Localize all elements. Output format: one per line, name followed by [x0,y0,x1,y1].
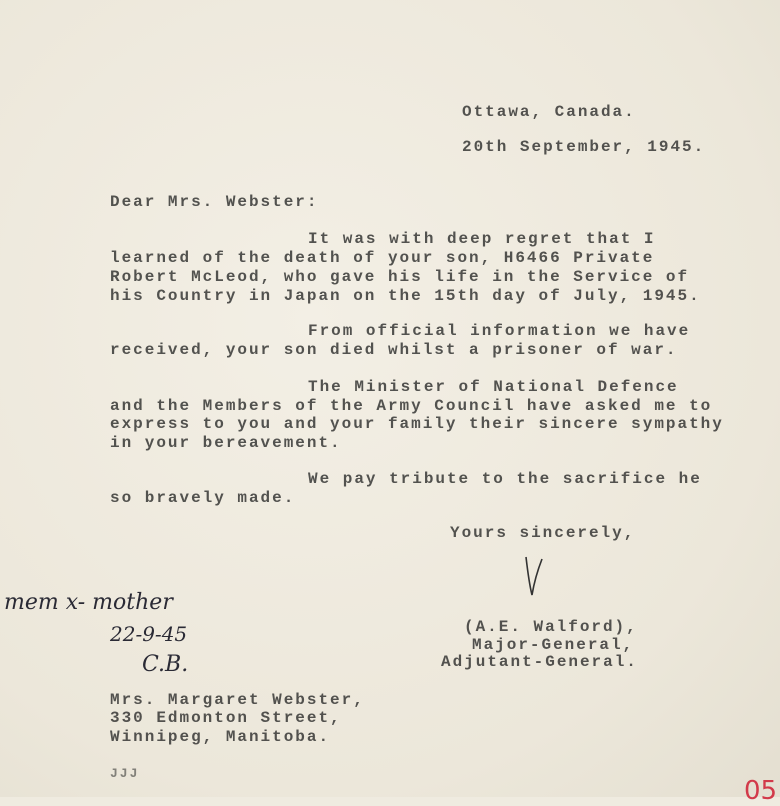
recipient-street: 330 Edmonton Street, [110,709,342,727]
paragraph-1-line: his Country in Japan on the 15th day of July, 1945. [110,287,701,305]
handwritten-note: mem x- mother [4,590,173,615]
red-page-mark: 05 [744,776,778,806]
paragraph-3-line: and the Members of the Army Council have asked me to [110,397,713,415]
paragraph-4-line: so bravely made. [110,489,296,507]
signatory-title: Adjutant-General. [441,653,638,671]
paragraph-1-line: Robert McLeod, who gave his life in the Service of [110,268,690,286]
paragraph-3-line: The Minister of National Defence [308,378,679,396]
paragraph-4-line: We pay tribute to the sacrifice he [308,470,702,488]
recipient-city: Winnipeg, Manitoba. [110,728,331,746]
closing: Yours sincerely, [450,524,636,542]
paragraph-1-line: It was with deep regret that I [308,230,656,248]
letter-place: Ottawa, Canada. [462,103,636,121]
paragraph-1-line: learned of the death of your son, H6466 Private [110,249,655,267]
typist-initials: JJJ [110,766,140,781]
recipient-name: Mrs. Margaret Webster, [110,691,365,709]
paragraph-3-line: express to you and your family their sincere sympathy [110,415,724,433]
paragraph-3-line: in your bereavement. [110,434,342,452]
paragraph-2-line: received, your son died whilst a prisoner of war. [110,341,678,359]
signature-tick-mark [522,555,546,600]
signatory-name: (A.E. Walford), [464,618,638,636]
handwritten-date: 22-9-45 [110,622,188,646]
letter-date: 20th September, 1945. [462,138,706,156]
signatory-rank: Major-General, [472,636,635,654]
paragraph-2-line: From official information we have [308,322,691,340]
handwritten-initials: C.B. [142,652,189,677]
salutation: Dear Mrs. Webster: [110,193,319,211]
